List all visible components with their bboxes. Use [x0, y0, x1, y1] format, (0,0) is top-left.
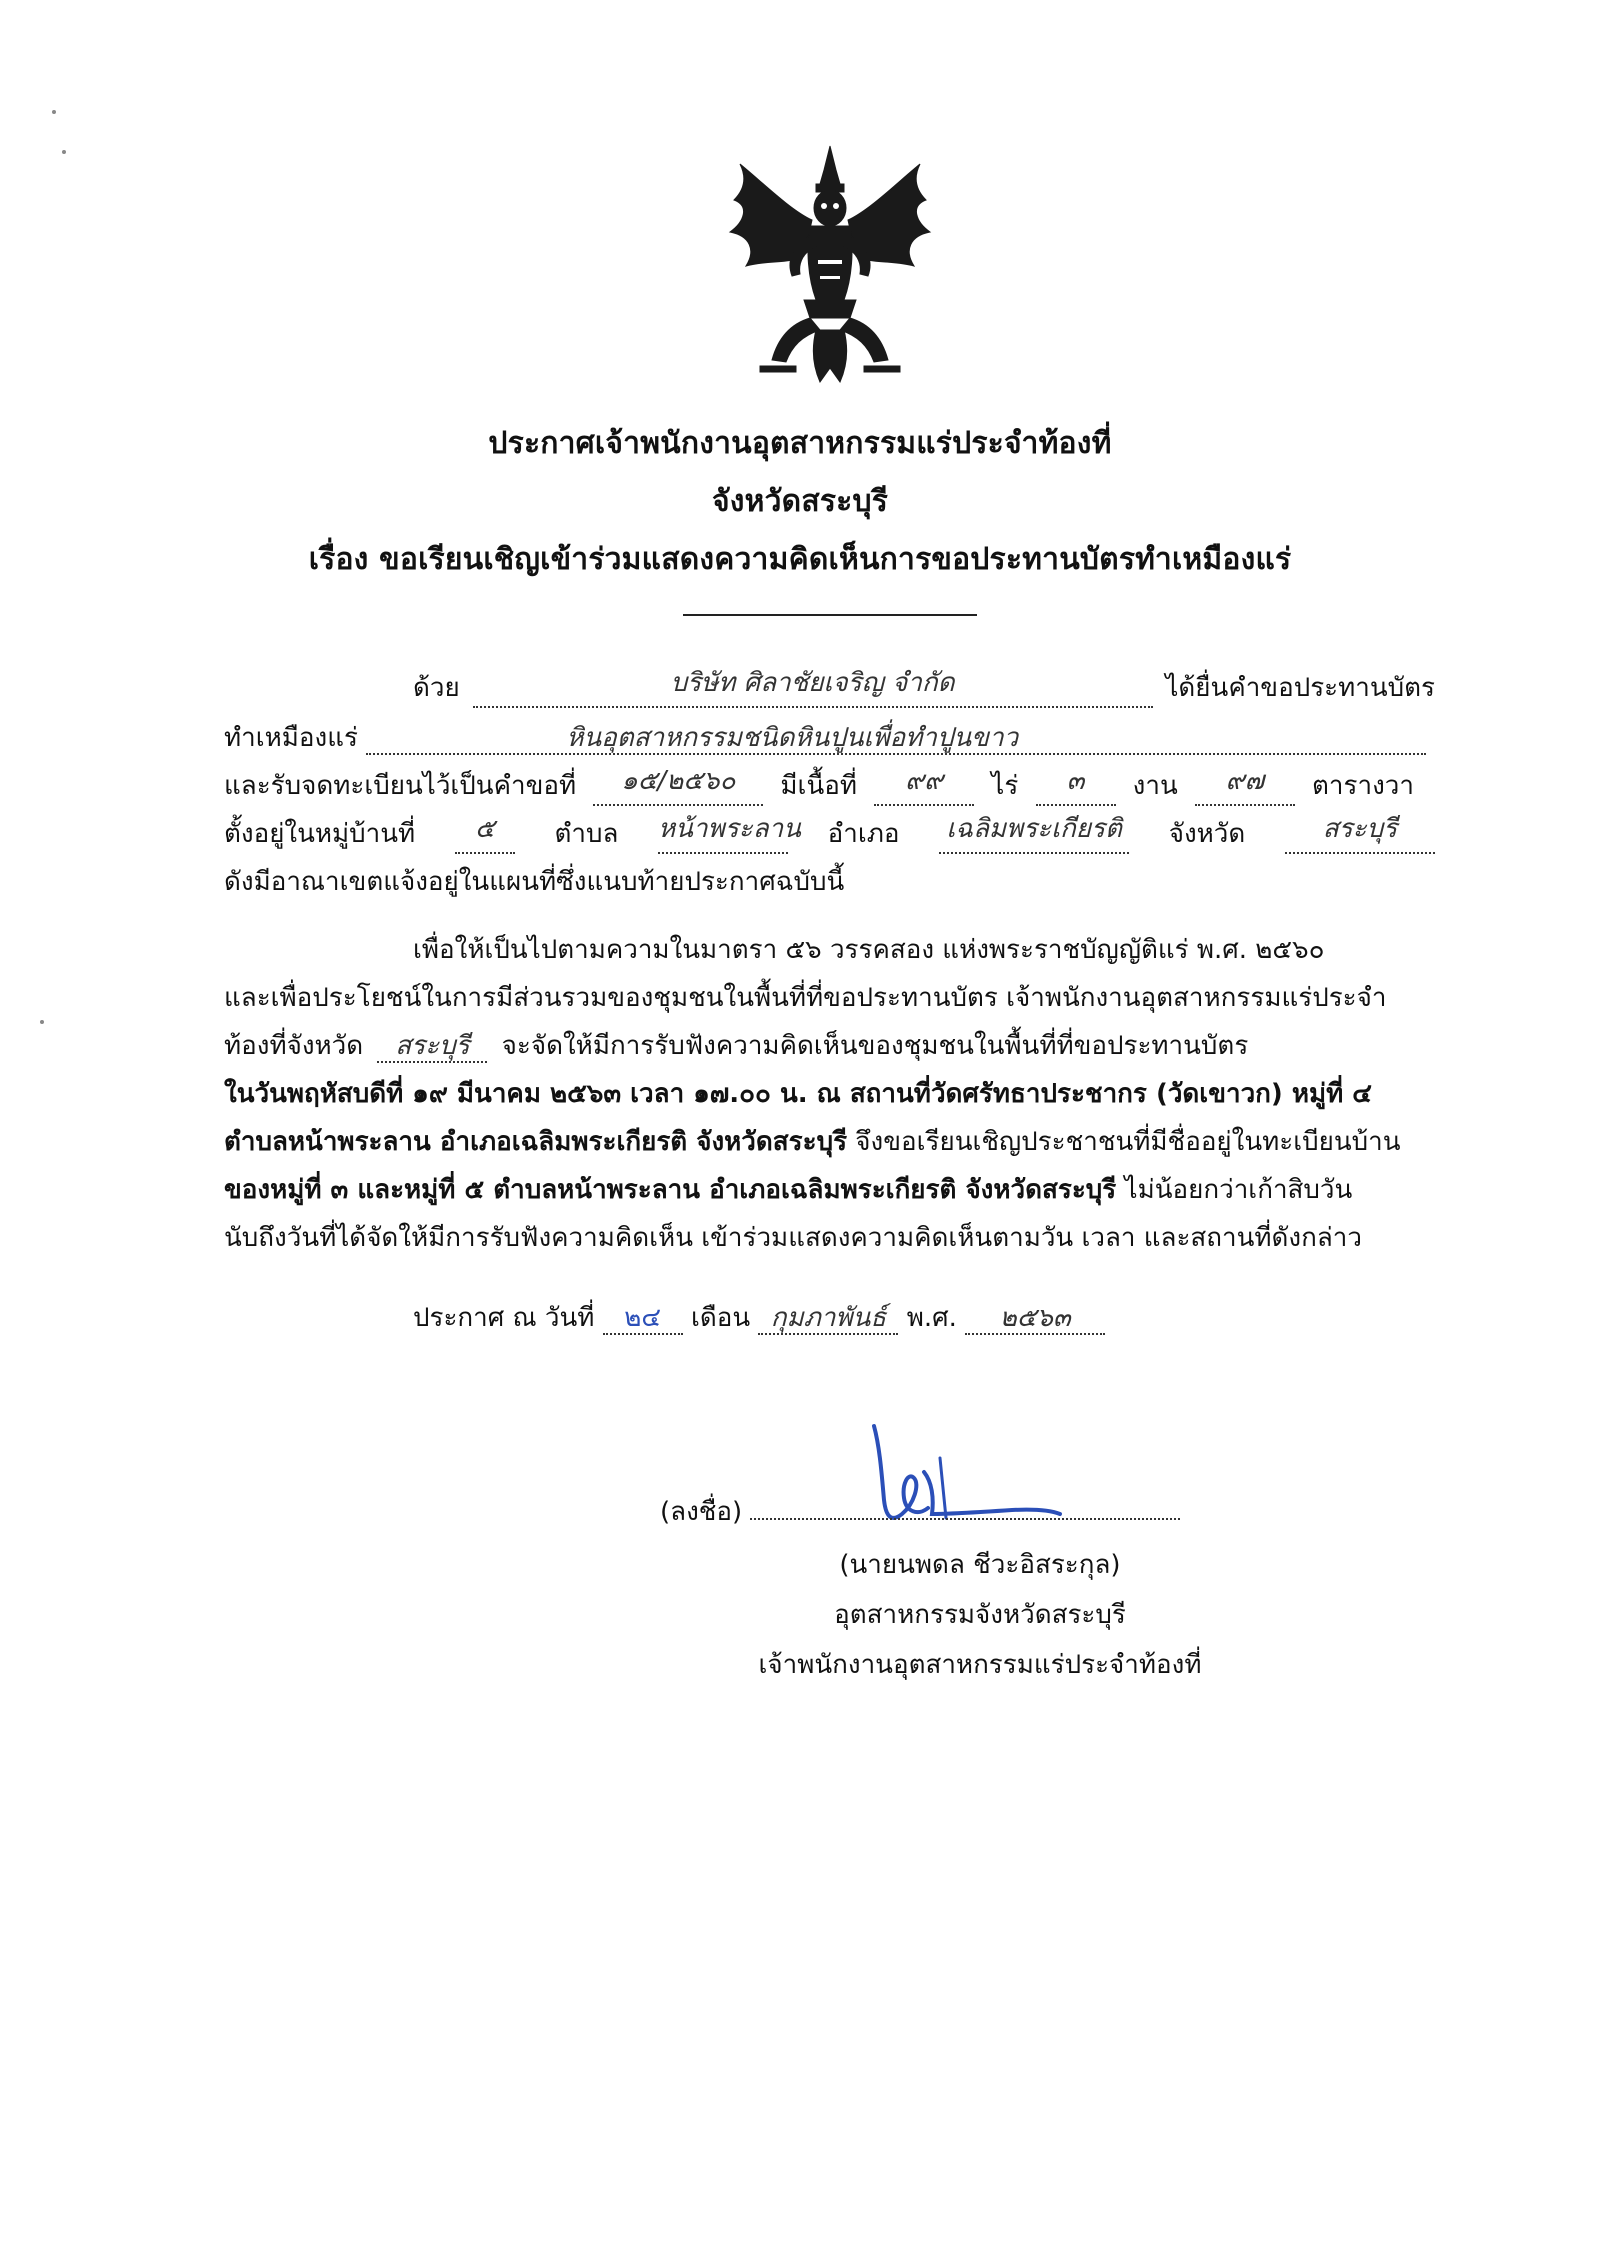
- scan-speck: [40, 1020, 44, 1024]
- signature-blank: [750, 1518, 1180, 1520]
- para1-line3: [224, 766, 1414, 806]
- wa-label: ตารางวา: [1312, 771, 1414, 801]
- subdistrict-label: ตำบล: [554, 819, 619, 849]
- para2-line7: นับถึงวันที่ได้จัดให้มีการรับฟังความคิดเห็น เข้าร่วมแสดงความคิดเห็นตามวัน เวลา และสถานที่ดังกล่าว: [224, 1223, 1362, 1253]
- hearing-province: สระบุรี: [377, 1031, 487, 1063]
- rai-label: ไร่: [991, 771, 1019, 801]
- announcement-title: ประกาศเจ้าพนักงานอุตสาหกรรมแร่ประจำท้องที่: [488, 426, 1112, 461]
- villages-bold: ของหมู่ที่ ๓ และหมู่ที่ ๕ ตำบลหน้าพระลาน อำเภอเฉลิมพระเกียรติ จังหวัดสระบุรี: [224, 1175, 1117, 1205]
- mineral-field: หินอุตสาหกรรมชนิดหินปูนเพื่อทำปูนขาว: [366, 723, 1426, 755]
- area-label: มีเนื้อที่: [780, 771, 857, 801]
- para1-line4: [224, 814, 1435, 854]
- signer-name: (นายนพดล ชีวะอิสระกุล): [839, 1550, 1121, 1580]
- para1-prefix: ด้วย: [413, 673, 460, 703]
- sign-label: (ลงชื่อ): [660, 1497, 743, 1527]
- subject-line: เรื่อง ขอเรียนเชิญเข้าร่วมแสดงความคิดเห็นการขอประทานบัตรทำเหมืองแร่: [308, 542, 1292, 577]
- sign-line: [660, 1492, 1180, 1532]
- province-value: สระบุรี: [1285, 814, 1435, 854]
- scan-speck: [62, 150, 66, 154]
- signer-position-1: อุตสาหกรรมจังหวัดสระบุรี: [834, 1600, 1126, 1630]
- para2-line2: และเพื่อประโยชน์ในการมีส่วนรวมของชุมชนในพื้นที่ที่ขอประทานบัตร เจ้าพนักงานอุตสาหกรรมแร่ประจำ: [224, 983, 1387, 1013]
- province-label: จังหวัด: [1168, 819, 1246, 849]
- wa-value: ๙๗: [1195, 766, 1295, 806]
- month-label: เดือน: [690, 1303, 751, 1333]
- para1-line2: [224, 718, 1435, 758]
- signer-position-2: เจ้าพนักงานอุตสาหกรรมแร่ประจำท้องที่: [758, 1650, 1202, 1680]
- para2-line6: [224, 1170, 1352, 1210]
- hearing-text: จะจัดให้มีการรับฟังความคิดเห็นของชุมชนในพื้นที่ที่ขอประทานบัตร: [501, 1031, 1249, 1061]
- request-label: และรับจดทะเบียนไว้เป็นคำขอที่: [224, 771, 577, 801]
- garuda-emblem-icon: [720, 140, 940, 390]
- hearing-date-line: ในวันพฤหัสบดีที่ ๑๙ มีนาคม ๒๕๖๓ เวลา ๑๗.๐๐ น. ณ สถานที่วัดศรัทธาประชากร (วัดเขาวก) หมู่ที่ ๔: [224, 1079, 1372, 1109]
- subdistrict-value: หน้าพระลาน: [658, 814, 788, 854]
- ngan-label: งาน: [1132, 771, 1178, 801]
- rai-value: ๙๙: [874, 766, 974, 806]
- header-divider: [683, 614, 977, 616]
- year-label: พ.ศ.: [906, 1303, 957, 1333]
- district-value: เฉลิมพระเกียรติ: [939, 814, 1129, 854]
- para2-line3: [224, 1026, 1435, 1066]
- month-value: กุมภาพันธ์: [758, 1303, 898, 1335]
- ngan-value: ๓: [1036, 766, 1116, 806]
- para1-suffix: ได้ยื่นคำขอประทานบัตร: [1165, 673, 1435, 703]
- request-number: ๑๕/๒๕๖๐: [593, 766, 763, 806]
- announcement-date-line: [413, 1298, 1105, 1338]
- year-value: ๒๕๖๓: [965, 1303, 1105, 1335]
- para1-line5: ดังมีอาณาเขตแจ้งอยู่ในแผนที่ซึ่งแนบท้ายประกาศฉบับนี้: [224, 867, 845, 897]
- para1-line1: [413, 668, 1435, 708]
- para2-line1: เพื่อให้เป็นไปตามความในมาตรา ๕๖ วรรคสอง แห่งพระราชบัญญัติแร่ พ.ศ. ๒๕๖๐: [413, 935, 1325, 965]
- village-label: ตั้งอยู่ในหมู่บ้านที่: [224, 819, 416, 849]
- village-number: ๕: [455, 814, 515, 854]
- mining-label: ทำเหมืองแร่: [224, 723, 358, 753]
- para2-line5: [224, 1122, 1401, 1162]
- day-value: ๒๔: [603, 1303, 683, 1335]
- district-label: อำเภอ: [827, 819, 900, 849]
- company-field: บริษัท ศิลาชัยเจริญ จำกัด: [473, 668, 1153, 708]
- invitation-text: จึงขอเรียนเชิญประชาชนที่มีชื่ออยู่ในทะเบียนบ้าน: [847, 1127, 1401, 1157]
- province-prefix: ท้องที่จังหวัด: [224, 1031, 364, 1061]
- announce-prefix: ประกาศ ณ วันที่: [413, 1303, 595, 1333]
- scan-speck: [52, 110, 56, 114]
- location-bold: ตำบลหน้าพระลาน อำเภอเฉลิมพระเกียรติ จังหวัดสระบุรี: [224, 1127, 848, 1157]
- province-heading: จังหวัดสระบุรี: [711, 484, 889, 519]
- ninety-days-text: ไม่น้อยกว่าเก้าสิบวัน: [1116, 1175, 1353, 1205]
